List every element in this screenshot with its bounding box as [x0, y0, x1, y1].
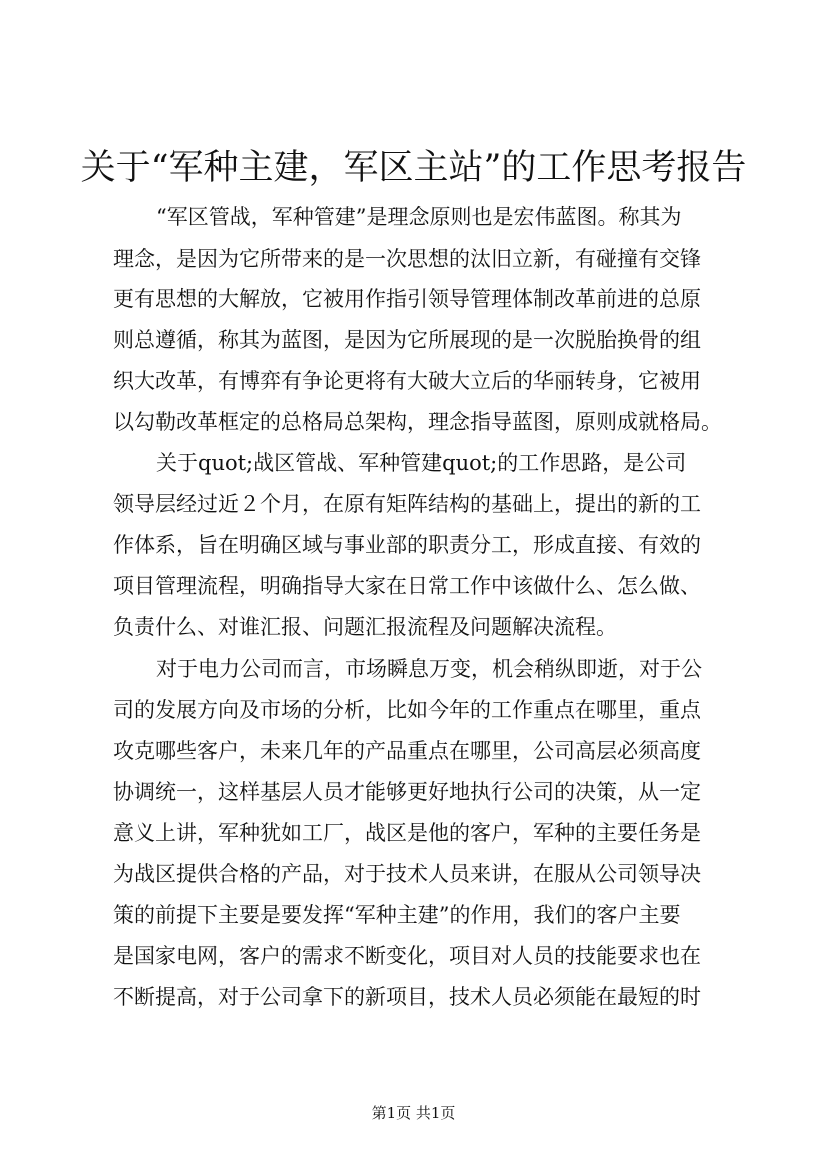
text-line: “军区管战，军种管建”是理念原则也是宏伟蓝图。称其为	[156, 205, 682, 229]
text-line: 理念，是因为它所带来的是一次思想的汰旧立新，有碰撞有交锋	[113, 247, 701, 271]
text-line: 司的发展方向及市场的分析，比如今年的工作重点在哪里，重点	[113, 698, 701, 722]
text-line: 不断提高，对于公司拿下的新项目，技术人员必须能在最短的时	[113, 985, 701, 1009]
text-line: 攻克哪些客户，未来几年的产品重点在哪里，公司高层必须高度	[113, 739, 701, 763]
text-line: 为战区提供合格的产品，对于技术人员来讲，在服从公司领导决	[113, 862, 701, 886]
text-line: 关于quot;战区管战、军种管建quot;的工作思路，是公司	[156, 451, 687, 475]
text-line: 策的前提下主要是要发挥“军种主建”的作用，我们的客户主要	[113, 903, 681, 927]
text-line: 对于电力公司而言，市场瞬息万变，机会稍纵即逝，对于公	[156, 657, 702, 681]
text-line: 则总遵循，称其为蓝图，是因为它所展现的是一次脱胎换骨的组	[113, 328, 701, 352]
text-line: 是国家电网，客户的需求不断变化，项目对人员的技能要求也在	[113, 944, 701, 968]
page-number-footer: 第1页 共1页	[371, 1104, 456, 1122]
text-line: 负责什么、对谁汇报、问题汇报流程及问题解决流程。	[113, 615, 617, 639]
text-line: 以勾勒改革框定的总格局总架构，理念指导蓝图，原则成就格局。	[113, 410, 722, 434]
text-line: 作体系，旨在明确区域与事业部的职责分工，形成直接、有效的	[113, 533, 701, 557]
text-line: 意义上讲，军种犹如工厂，战区是他的客户，军种的主要任务是	[113, 821, 701, 845]
text-line: 织大改革，有博弈有争论更将有大破大立后的华丽转身，它被用	[113, 369, 701, 393]
text-line: 领导层经过近２个月，在原有矩阵结构的基础上，提出的新的工	[113, 492, 701, 516]
text-line: 协调统一，这样基层人员才能够更好地执行公司的决策，从一定	[113, 780, 701, 804]
text-line: 更有思想的大解放，它被用作指引领导管理体制改革前进的总原	[113, 287, 701, 311]
document-title: 关于“军种主建，军区主站”的工作思考报告	[80, 148, 747, 188]
text-line: 项目管理流程，明确指导大家在日常工作中该做什么、怎么做、	[113, 574, 701, 598]
